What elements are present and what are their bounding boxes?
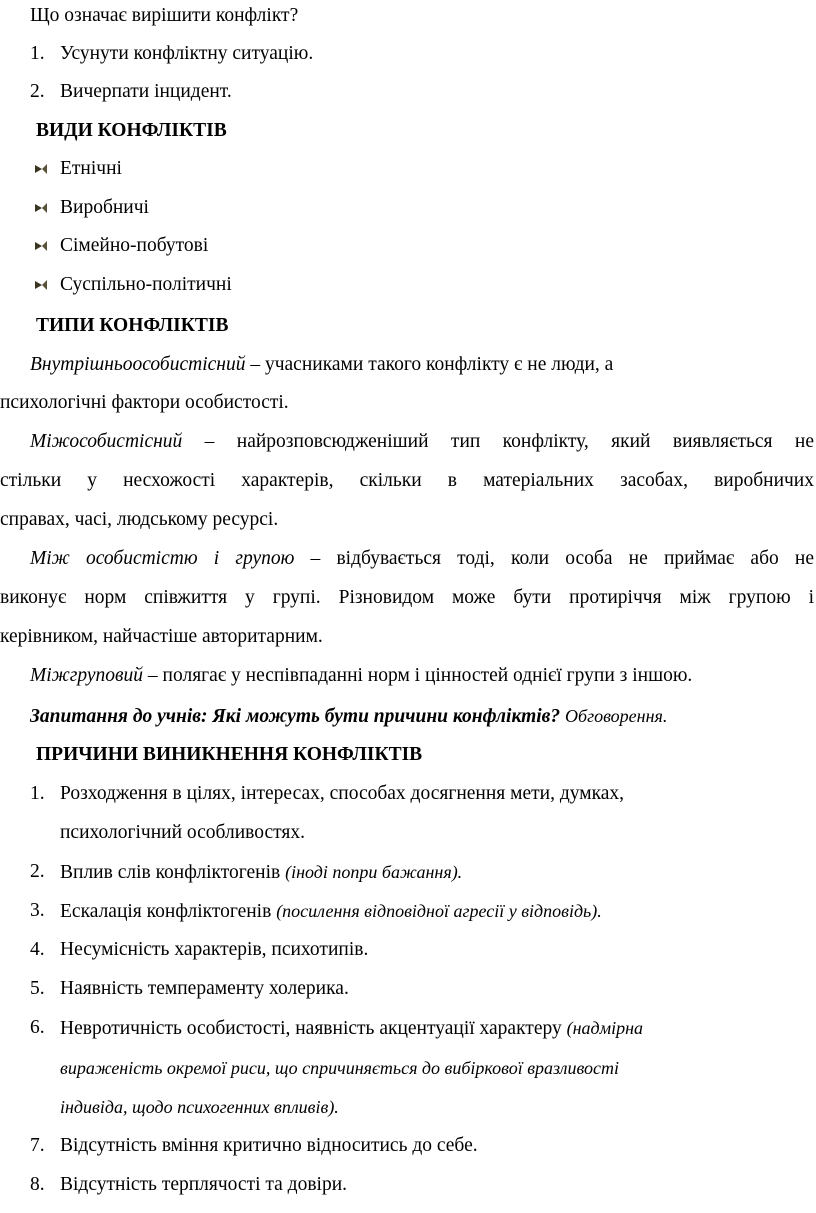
- list-text: Відсутність вміння критично відноситись до себе.: [60, 1135, 478, 1156]
- list-number: 6.: [30, 1017, 45, 1038]
- term: Внутрішньоособистісний: [30, 354, 246, 375]
- cause-note-continuation: індивіда, щодо психогенних впливів).: [60, 1097, 339, 1117]
- section-heading-kinds: ТИПИ КОНФЛІКТІВ: [36, 315, 229, 336]
- cause-note-continuation: вираженість окремої риси, що спричиняється до вибіркової вразливості: [60, 1058, 620, 1078]
- list-text-wrap: [60, 1016, 643, 1041]
- term: Між особистістю і групою: [30, 548, 295, 569]
- list-note: (іноді попри бажання).: [285, 862, 463, 882]
- list-text: Несумісність характерів, психотипів.: [60, 939, 369, 960]
- list-text: Усунути конфліктну ситуацію.: [60, 43, 314, 64]
- list-note: (надмірна: [566, 1018, 644, 1038]
- list-text: Розходження в цілях, інтересах, способах досягнення мети, думках,: [60, 783, 625, 804]
- student-question: [30, 704, 667, 729]
- paragraph-line: виконує норм співжиття у групі. Різновидом може бути протиріччя між групою і: [0, 587, 814, 608]
- discussion-note: Обговорення.: [565, 706, 668, 726]
- term: Міжособистісний: [30, 431, 183, 452]
- paragraph-line: справах, часі, людському ресурсі.: [0, 509, 279, 530]
- paragraph-line: [30, 547, 814, 571]
- list-number: 8.: [30, 1174, 45, 1195]
- list-text-wrap: [60, 899, 602, 924]
- intro-question: Що означає вирішити конфлікт?: [30, 5, 299, 26]
- list-text: Відсутність терплячості та довіри.: [60, 1174, 348, 1195]
- list-note: (посилення відповідної агресії у відповідь).: [276, 901, 602, 921]
- list-number: 3.: [30, 900, 45, 921]
- paragraph-line: [30, 353, 613, 377]
- list-text: Ескалація конфліктогенів: [60, 901, 272, 922]
- definition-text: – полягає у неспівпаданні норм і цінностей однієї групи з іншою.: [147, 665, 693, 686]
- bullet-text: Суспільно-політичні: [60, 274, 232, 295]
- paragraph-line: психологічні фактори особистості.: [0, 392, 289, 413]
- question-text: Запитання до учнів: Які можуть бути причини конфліктів?: [30, 706, 561, 727]
- arrow-bullet-icon: [33, 161, 49, 177]
- section-heading-types: ВИДИ КОНФЛІКТІВ: [36, 120, 227, 141]
- paragraph-line: [30, 664, 692, 688]
- arrow-bullet-icon: [33, 277, 49, 293]
- definition-text: – відбувається тоді, коли особа не приймає або не: [310, 548, 815, 569]
- list-text: Наявність темпераменту холерика.: [60, 978, 349, 999]
- paragraph-line: стільки у несхожості характерів, скільки в матеріальних засобах, виробничих: [0, 470, 814, 491]
- list-text: Вичерпати інцидент.: [60, 81, 232, 102]
- bullet-text: Виробничі: [60, 197, 149, 218]
- definition-text: – найрозповсюдженіший тип конфлікту, який виявляється не: [204, 431, 814, 452]
- list-number: 4.: [30, 939, 45, 960]
- list-number: 2.: [30, 861, 45, 882]
- definition-text: – учасниками такого конфлікту є не люди, а: [250, 354, 614, 375]
- list-text: Невротичність особистості, наявність акцентуації характеру: [60, 1018, 562, 1039]
- arrow-bullet-icon: [33, 200, 49, 216]
- list-number: 1.: [30, 43, 45, 64]
- list-number: 5.: [30, 978, 45, 999]
- list-number: 2.: [30, 81, 45, 102]
- list-text-wrap: [60, 860, 462, 885]
- term: Міжгруповий: [30, 665, 144, 686]
- bullet-text: Етнічні: [60, 158, 122, 179]
- section-heading-causes: ПРИЧИНИ ВИНИКНЕННЯ КОНФЛІКТІВ: [36, 744, 423, 765]
- arrow-bullet-icon: [33, 238, 49, 254]
- bullet-text: Сімейно-побутові: [60, 235, 209, 256]
- paragraph-line: керівником, найчастіше авторитарним.: [0, 626, 323, 647]
- paragraph-line: [30, 430, 814, 454]
- cause-continuation: психологічний особливостях.: [60, 822, 305, 843]
- list-number: 7.: [30, 1135, 45, 1156]
- list-text: Вплив слів конфліктогенів: [60, 862, 281, 883]
- list-number: 1.: [30, 783, 45, 804]
